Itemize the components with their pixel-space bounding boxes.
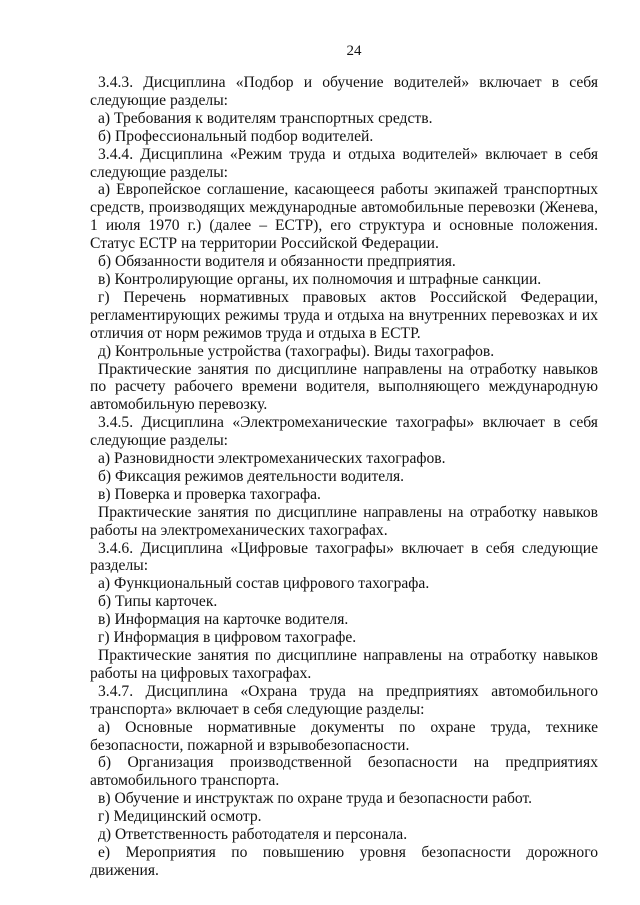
list-item: а) Разновидности электромеханических тахографов. bbox=[98, 450, 446, 468]
paragraph-3-4-4-heading: 3.4.4. Дисциплина «Режим труда и отдыха водителей» включает в себя следующие разделы: bbox=[90, 145, 598, 181]
paragraph-3-4-3-heading: 3.4.3. Дисциплина «Подбор и обучение водителей» включает в себя следующие разделы: bbox=[90, 74, 598, 109]
list-item: д) Ответственность работодателя и персонала. bbox=[98, 826, 408, 844]
list-item: б) Типы карточек. bbox=[98, 593, 218, 611]
practice-paragraph: Практические занятия по дисциплине направлены на отработку навыков работы на электромеханических тахографах. bbox=[90, 503, 598, 539]
list-item: а) Функциональный состав цифрового тахографа. bbox=[98, 575, 430, 593]
list-item: а) Основные нормативные документы по охране труда, технике безопасности, пожарной и взрывобезопасности. bbox=[90, 718, 598, 754]
list-item: г) Перечень нормативных правовых актов Российской Федерации, регламентирующих режимы труда и отдыха на внутренних перевозках и их отличия от норм режимов труда и отдыха в ЕСТР. bbox=[90, 288, 598, 342]
list-item: б) Обязанности водителя и обязанности предприятия. bbox=[98, 253, 456, 271]
page-number: 24 bbox=[346, 43, 362, 59]
list-item: в) Информация на карточке водителя. bbox=[98, 611, 349, 629]
list-item: г) Информация в цифровом тахографе. bbox=[98, 629, 357, 647]
list-item: б) Организация производственной безопасности на предприятиях автомобильного транспорта. bbox=[90, 754, 598, 790]
list-item: а) Требования к водителям транспортных средств. bbox=[98, 109, 433, 127]
list-item: а) Европейское соглашение, касающееся работы экипажей транспортных средств, производящих международные автомобильные перевозки (Женева, 1 июля 1970 г.) (далее – ЕСТР), его структура и основные положения. Статус ЕСТР на территории Российской Федерации. bbox=[90, 181, 598, 253]
practice-paragraph: Практические занятия по дисциплине направлены на отработку навыков работы на цифровых тахографах. bbox=[90, 647, 598, 682]
document-body bbox=[90, 74, 598, 880]
list-item: б) Фиксация режимов деятельности водителя. bbox=[98, 467, 405, 485]
list-item: в) Поверка и проверка тахографа. bbox=[98, 485, 321, 503]
list-item: е) Мероприятия по повышению уровня безопасности дорожного движения. bbox=[90, 843, 598, 879]
paragraph-3-4-5-heading: 3.4.5. Дисциплина «Электромеханические тахографы» включает в себя следующие разделы: bbox=[90, 414, 598, 450]
list-item: б) Профессиональный подбор водителей. bbox=[98, 127, 374, 145]
paragraph-3-4-7-heading: 3.4.7. Дисциплина «Охрана труда на предприятиях автомобильного транспорта» включает в себя следующие разделы: bbox=[90, 682, 598, 718]
list-item: в) Контролирующие органы, их полномочия и штрафные санкции. bbox=[98, 270, 542, 288]
practice-paragraph: Практические занятия по дисциплине направлены на отработку навыков по расчету рабочего времени водителя, выполняющего международную автомобильную перевозку. bbox=[90, 360, 598, 414]
list-item: в) Обучение и инструктаж по охране труда и безопасности работ. bbox=[98, 790, 533, 808]
list-item: г) Медицинский осмотр. bbox=[98, 808, 262, 826]
list-item: д) Контрольные устройства (тахографы). Виды тахографов. bbox=[98, 342, 495, 360]
paragraph-3-4-6-heading: 3.4.6. Дисциплина «Цифровые тахографы» включает в себя следующие разделы: bbox=[90, 539, 598, 575]
